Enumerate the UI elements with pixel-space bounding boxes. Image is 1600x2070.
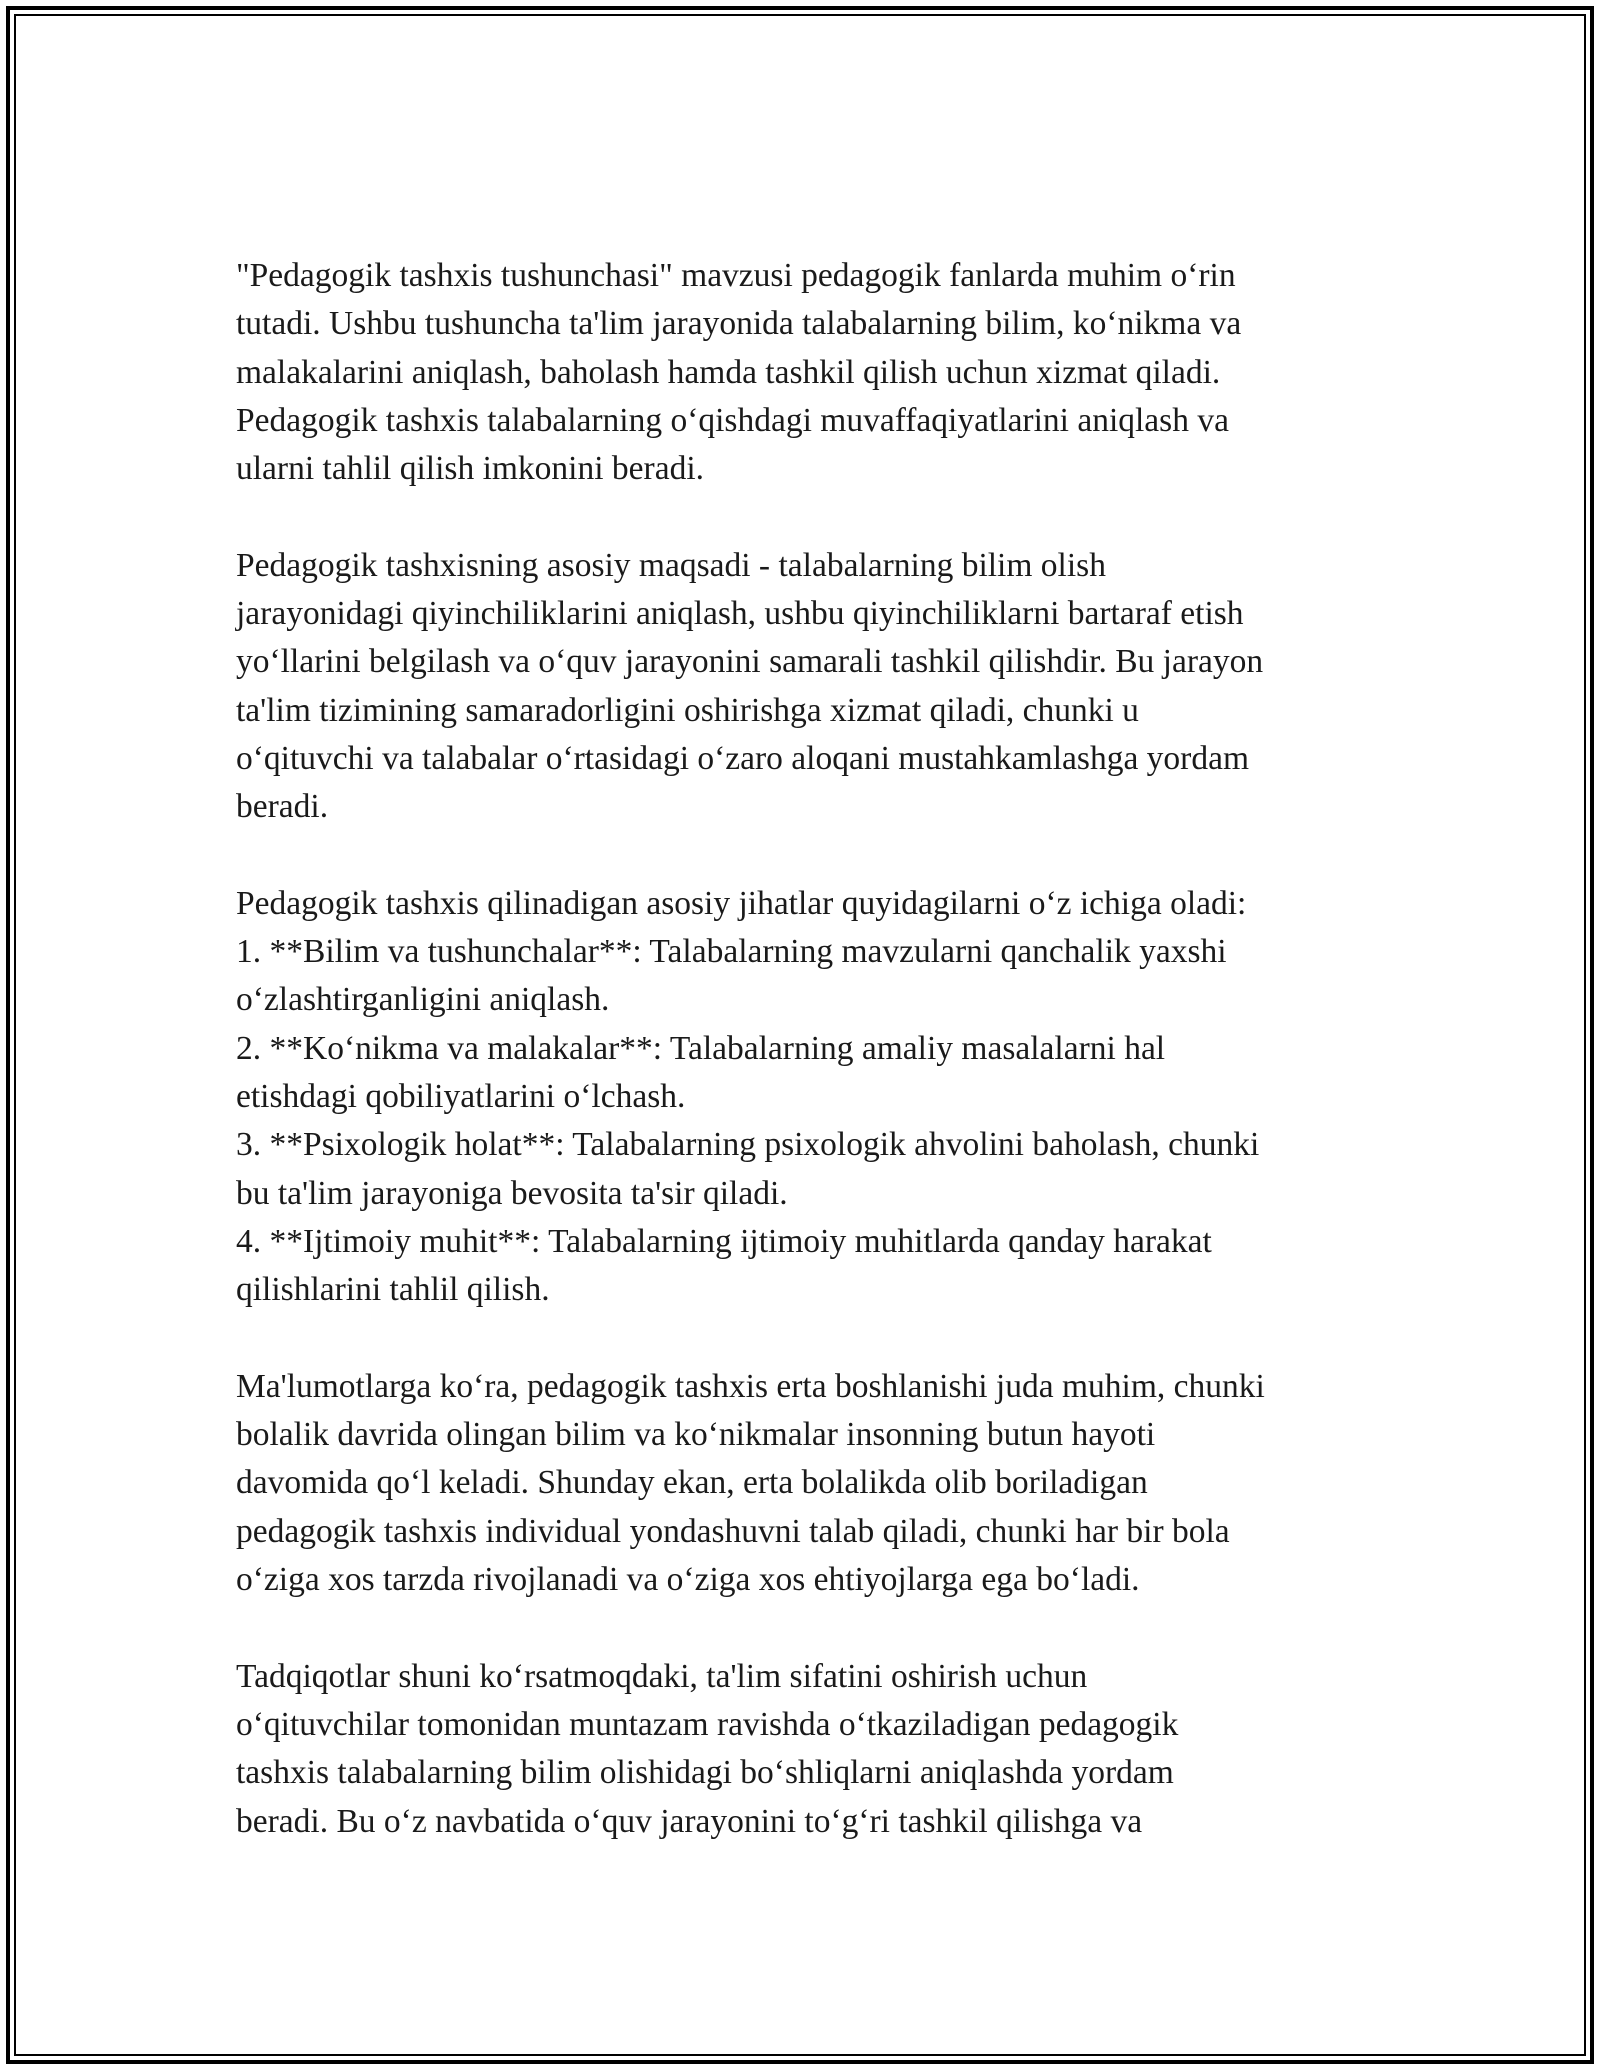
list-item-line: 3. **Psixologik holat**: Talabalarning psixologik ahvolini baholash, chunki — [236, 1126, 1260, 1164]
text-line: bolalik davrida olingan bilim va ko‘nikmalar insonning butun hayoti — [236, 1416, 1156, 1454]
text-line: beradi. Bu o‘z navbatida o‘quv jarayonini to‘g‘ri tashkil qilishga va — [236, 1802, 1143, 1840]
paragraph-early-diagnosis — [236, 1363, 1376, 1604]
list-item-line: qilishlarini tahlil qilish. — [236, 1271, 550, 1309]
list-item-line: bu ta'lim jarayoniga bevosita ta'sir qiladi. — [236, 1174, 788, 1212]
list-item-line: 2. **Ko‘nikma va malakalar**: Talabalarning amaliy masalalarni hal — [236, 1029, 1166, 1067]
text-line: malakalarini aniqlash, baholash hamda tashkil qilish uchun xizmat qiladi. — [236, 353, 1221, 391]
text-line: beradi. — [236, 788, 329, 826]
text-line: Pedagogik tashxis talabalarning o‘qishdagi muvaffaqiyatlarini aniqlash va — [236, 401, 1229, 439]
text-line: Pedagogik tashxis qilinadigan asosiy jihatlar quyidagilarni o‘z ichiga oladi: — [236, 884, 1247, 922]
text-line: tutadi. Ushbu tushuncha ta'lim jarayonida talabalarning bilim, ko‘nikma va — [236, 305, 1242, 343]
paragraph-aspects-list — [236, 880, 1376, 1315]
text-line: tashxis talabalarning bilim olishidagi bo‘shliqlarni aniqlashda yordam — [236, 1754, 1174, 1792]
text-line: yo‘llarini belgilash va o‘quv jarayonini samarali tashkil qilishdir. Bu jarayon — [236, 643, 1264, 681]
paragraph-intro — [236, 252, 1376, 493]
text-line: o‘ziga xos tarzda rivojlanadi va o‘ziga xos ehtiyojlarga ega bo‘ladi. — [236, 1561, 1140, 1599]
text-line: ta'lim tizimining samaradorligini oshirishga xizmat qiladi, chunki u — [236, 691, 1139, 729]
list-item-line: etishdagi qobiliyatlarini o‘lchash. — [236, 1078, 686, 1116]
text-line: o‘qituvchilar tomonidan muntazam ravishda o‘tkaziladigan pedagogik — [236, 1705, 1179, 1743]
list-item-line: o‘zlashtirganligini aniqlash. — [236, 981, 610, 1019]
text-line: o‘qituvchi va talabalar o‘rtasidagi o‘zaro aloqani mustahkamlashga yordam — [236, 739, 1250, 777]
text-line: "Pedagogik tashxis tushunchasi" mavzusi pedagogik fanlarda muhim o‘rin — [236, 257, 1236, 294]
text-line: jarayonidagi qiyinchiliklarini aniqlash, ushbu qiyinchiliklarni bartaraf etish — [236, 595, 1244, 633]
text-line: Ma'lumotlarga ko‘ra, pedagogik tashxis erta boshlanishi juda muhim, chunki — [236, 1367, 1265, 1405]
paragraph-goal — [236, 542, 1376, 832]
paragraph-research — [236, 1653, 1376, 1846]
text-line: Pedagogik tashxisning asosiy maqsadi - talabalarning bilim olish — [236, 546, 1106, 584]
list-item-line: 4. **Ijtimoiy muhit**: Talabalarning ijtimoiy muhitlarda qanday harakat — [236, 1222, 1212, 1260]
list-item-line: 1. **Bilim va tushunchalar**: Talabalarning mavzularni qanchalik yaxshi — [236, 933, 1227, 971]
text-line: pedagogik tashxis individual yondashuvni talab qiladi, chunki har bir bola — [236, 1512, 1230, 1550]
text-line: Tadqiqotlar shuni ko‘rsatmoqdaki, ta'lim sifatini oshirish uchun — [236, 1657, 1088, 1695]
text-line: davomida qo‘l keladi. Shunday ekan, erta bolalikda olib boriladigan — [236, 1464, 1148, 1502]
text-line: ularni tahlil qilish imkonini beradi. — [236, 450, 705, 488]
document-body — [236, 252, 1376, 1846]
